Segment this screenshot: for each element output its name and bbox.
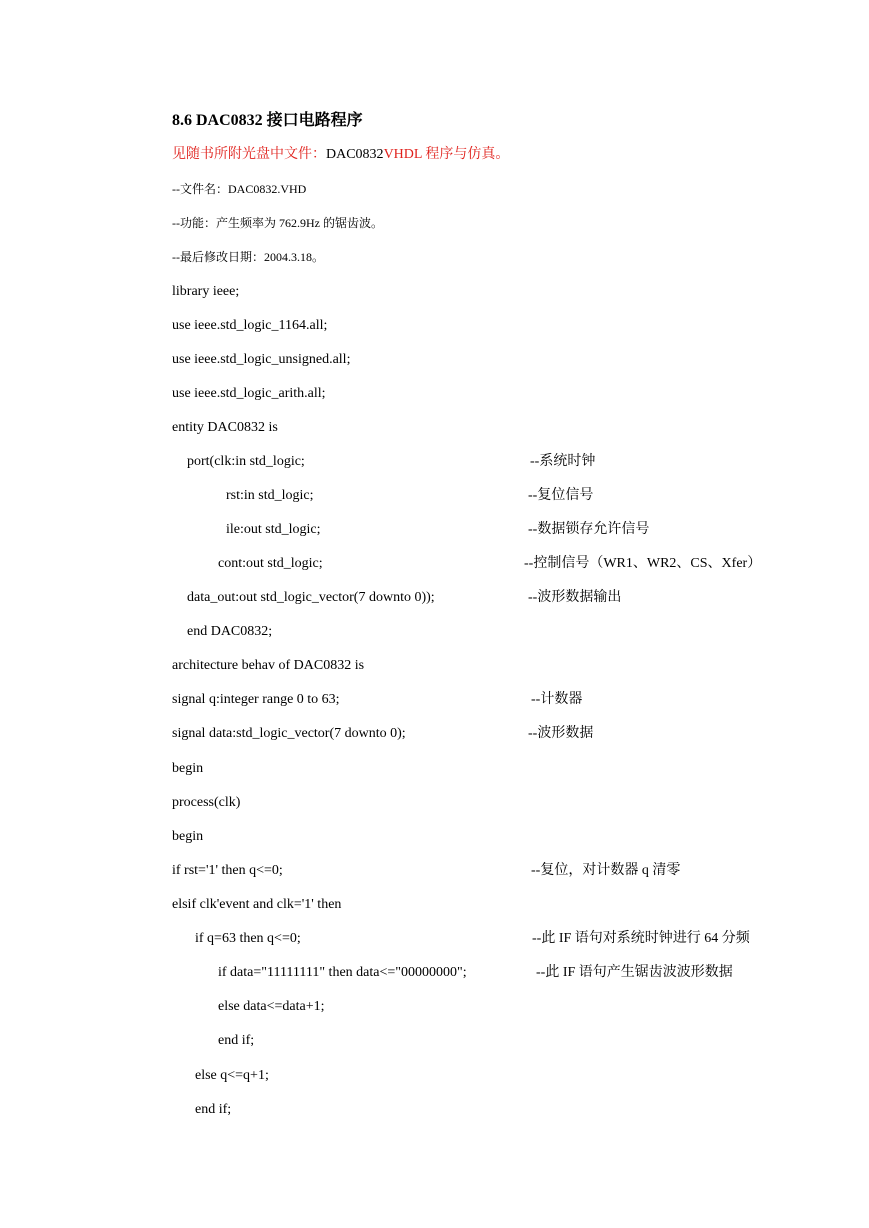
code-line: cont:out std_logic; [218,556,323,571]
section-heading: 8.6 DAC0832 接口电路程序 [172,112,363,129]
code-comment: --系统时钟 [530,454,596,469]
code-line: else q<=q+1; [195,1068,269,1083]
code-line: architecture behav of DAC0832 is [172,658,365,673]
code-comment: --复位信号 [528,488,594,503]
code-line: rst:in std_logic; [226,488,314,503]
code-comment: --波形数据输出 [528,590,622,605]
code-comment: --计数器 [531,692,583,707]
comment-modified: --最后修改日期：2004.3.18。 [172,250,324,264]
code-line: begin [172,829,204,844]
code-line: use ieee.std_logic_1164.all; [172,318,328,333]
code-line: signal q:integer range 0 to 63; [172,692,340,707]
code-line: process(clk) [172,795,241,810]
note-part1: 见随书所附光盘中文件： [172,147,326,162]
code-line: if data="11111111" then data<="00000000"; [218,965,467,980]
code-line: data_out:out std_logic_vector(7 downto 0)); [187,590,435,605]
comment-function: --功能：产生频率为 762.9Hz 的锯齿波。 [172,216,383,230]
code-line: use ieee.std_logic_unsigned.all; [172,352,351,367]
code-line: end if; [195,1102,232,1117]
code-line: end DAC0832; [187,624,273,639]
code-line: end if; [218,1033,255,1048]
code-comment: --波形数据 [528,726,594,741]
note-part3: VHDL 程序与仿真。 [383,147,510,162]
code-comment: --此 IF 语句对系统时钟进行 64 分频 [532,931,750,946]
code-line: entity DAC0832 is [172,420,278,435]
code-line: signal data:std_logic_vector(7 downto 0); [172,726,406,741]
code-line: if q=63 then q<=0; [195,931,301,946]
code-comment: --控制信号（WR1、WR2、CS、Xfer） [524,556,762,571]
code-line: if rst='1' then q<=0; [172,863,283,878]
code-comment: --复位，对计数器 q 清零 [531,863,681,878]
code-line: begin [172,761,204,776]
code-line: library ieee; [172,284,240,299]
code-line: use ieee.std_logic_arith.all; [172,386,326,401]
note-part2: DAC0832 [326,147,384,162]
code-line: port(clk:in std_logic; [187,454,305,469]
code-comment: --此 IF 语句产生锯齿波波形数据 [536,965,733,980]
code-line: elsif clk'event and clk='1' then [172,897,342,912]
code-comment: --数据锁存允许信号 [528,522,650,537]
code-line: else data<=data+1; [218,999,325,1014]
note-line [172,147,509,163]
comment-filename: --文件名：DAC0832.VHD [172,182,307,196]
code-line: ile:out std_logic; [226,522,321,537]
